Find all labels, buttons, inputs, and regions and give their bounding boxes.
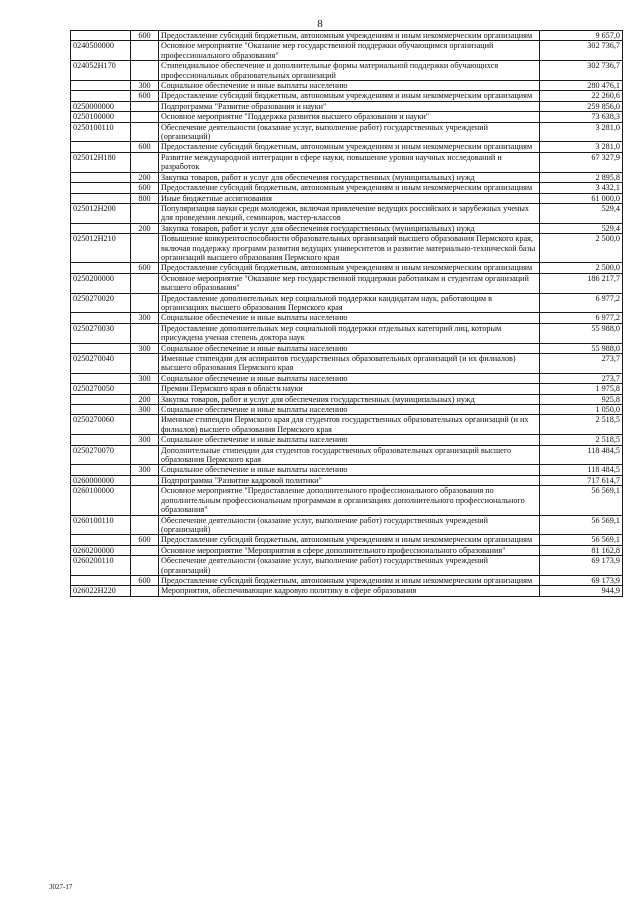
code-cell bbox=[71, 575, 131, 585]
name-cell: Обеспечение деятельности (оказание услуг, выполнение работ) государственных учреждений (организаций) bbox=[159, 122, 540, 142]
expense-type-cell bbox=[131, 586, 159, 596]
code-cell bbox=[71, 193, 131, 203]
code-cell: 0260200000 bbox=[71, 545, 131, 555]
code-cell bbox=[71, 172, 131, 182]
amount-cell: 2 518,5 bbox=[540, 435, 623, 445]
table-row bbox=[71, 112, 623, 122]
code-cell bbox=[71, 313, 131, 323]
name-cell: Предоставление субсидий бюджетным, автономным учреждениям и иным некоммерческим организациям bbox=[159, 535, 540, 545]
name-cell: Основное мероприятие "Мероприятия в сфере дополнительного профессионального образования" bbox=[159, 545, 540, 555]
expense-type-cell: 200 bbox=[131, 223, 159, 233]
amount-cell: 273,7 bbox=[540, 373, 623, 383]
amount-cell: 925,8 bbox=[540, 394, 623, 404]
name-cell: Социальное обеспечение и иные выплаты населению bbox=[159, 373, 540, 383]
table-row bbox=[71, 556, 623, 576]
amount-cell: 61 000,0 bbox=[540, 193, 623, 203]
amount-cell: 529,4 bbox=[540, 223, 623, 233]
name-cell: Основное мероприятие "Предоставление дополнительного профессионального образования по дополнительным профессиональным программам в организациях дополнительного профессионального образования" bbox=[159, 486, 540, 515]
expense-type-cell: 600 bbox=[131, 183, 159, 193]
code-cell: 025012Н210 bbox=[71, 234, 131, 263]
code-cell: 0260100000 bbox=[71, 486, 131, 515]
table-row bbox=[71, 41, 623, 61]
expense-type-cell: 600 bbox=[131, 31, 159, 41]
name-cell: Обеспечение деятельности (оказание услуг, выполнение работ) государственных учреждений (организаций) bbox=[159, 556, 540, 576]
expense-type-cell: 300 bbox=[131, 465, 159, 475]
amount-cell: 6 977,2 bbox=[540, 313, 623, 323]
table-row bbox=[71, 293, 623, 313]
expense-type-cell bbox=[131, 556, 159, 576]
name-cell: Предоставление субсидий бюджетным, автономным учреждениям и иным некоммерческим организациям bbox=[159, 575, 540, 585]
name-cell: Подпрограмма "Развитие образования и науки" bbox=[159, 101, 540, 111]
name-cell: Предоставление субсидий бюджетным, автономным учреждениям и иным некоммерческим организациям bbox=[159, 91, 540, 101]
amount-cell: 1 975,8 bbox=[540, 384, 623, 394]
amount-cell: 118 484,5 bbox=[540, 445, 623, 465]
name-cell: Предоставление субсидий бюджетным, автономным учреждениям и иным некоммерческим организациям bbox=[159, 31, 540, 41]
code-cell bbox=[71, 223, 131, 233]
table-row bbox=[71, 323, 623, 343]
budget-table-body bbox=[71, 31, 623, 597]
table-row bbox=[71, 586, 623, 596]
code-cell: 0250000000 bbox=[71, 101, 131, 111]
code-cell bbox=[71, 465, 131, 475]
budget-table bbox=[70, 30, 623, 597]
expense-type-cell bbox=[131, 354, 159, 374]
amount-cell: 529,4 bbox=[540, 203, 623, 223]
expense-type-cell: 200 bbox=[131, 172, 159, 182]
name-cell: Подпрограмма "Развитие кадровой политики" bbox=[159, 475, 540, 485]
table-row bbox=[71, 343, 623, 353]
name-cell: Предоставление субсидий бюджетным, автономным учреждениям и иным некоммерческим организациям bbox=[159, 263, 540, 273]
table-row bbox=[71, 223, 623, 233]
name-cell: Обеспечение деятельности (оказание услуг, выполнение работ) государственных учреждений (организаций) bbox=[159, 515, 540, 535]
amount-cell: 6 977,2 bbox=[540, 293, 623, 313]
expense-type-cell bbox=[131, 545, 159, 555]
code-cell: 0250200000 bbox=[71, 273, 131, 293]
table-row bbox=[71, 172, 623, 182]
amount-cell: 81 162,8 bbox=[540, 545, 623, 555]
name-cell: Предоставление дополнительных мер социальной поддержки кандидатам наук, работающим в организациях высшего образования Пермского края bbox=[159, 293, 540, 313]
table-row bbox=[71, 183, 623, 193]
code-cell bbox=[71, 535, 131, 545]
table-row bbox=[71, 354, 623, 374]
amount-cell: 273,7 bbox=[540, 354, 623, 374]
amount-cell: 302 736,7 bbox=[540, 41, 623, 61]
name-cell: Основное мероприятие "Оказание мер государственной поддержки обучающимся организаций профессионального образования" bbox=[159, 41, 540, 61]
amount-cell: 302 736,7 bbox=[540, 61, 623, 81]
name-cell: Социальное обеспечение и иные выплаты населению bbox=[159, 81, 540, 91]
expense-type-cell: 600 bbox=[131, 142, 159, 152]
amount-cell: 2 500,0 bbox=[540, 234, 623, 263]
amount-cell: 118 484,5 bbox=[540, 465, 623, 475]
name-cell: Стипендиальное обеспечение и дополнительные формы материальной поддержки обучающихся профессиональных образовательных организаций bbox=[159, 61, 540, 81]
expense-type-cell: 200 bbox=[131, 394, 159, 404]
expense-type-cell: 300 bbox=[131, 81, 159, 91]
expense-type-cell: 600 bbox=[131, 263, 159, 273]
table-row bbox=[71, 31, 623, 41]
table-row bbox=[71, 486, 623, 515]
expense-type-cell bbox=[131, 152, 159, 172]
amount-cell: 56 569,1 bbox=[540, 535, 623, 545]
name-cell: Именные стипендии для аспирантов государственных образовательных организаций (и их филиалов) высшего образования Пермского края bbox=[159, 354, 540, 374]
name-cell: Именные стипендии Пермского края для студентов государственных образовательных организаций (и их филиалов) высшего образования Пермского края bbox=[159, 415, 540, 435]
expense-type-cell bbox=[131, 323, 159, 343]
code-cell bbox=[71, 263, 131, 273]
code-cell bbox=[71, 91, 131, 101]
table-row bbox=[71, 101, 623, 111]
amount-cell: 73 638,3 bbox=[540, 112, 623, 122]
table-row bbox=[71, 435, 623, 445]
table-row bbox=[71, 193, 623, 203]
table-row bbox=[71, 273, 623, 293]
expense-type-cell bbox=[131, 384, 159, 394]
amount-cell: 944,9 bbox=[540, 586, 623, 596]
expense-type-cell: 800 bbox=[131, 193, 159, 203]
amount-cell: 55 988,0 bbox=[540, 343, 623, 353]
table-row bbox=[71, 373, 623, 383]
name-cell: Закупка товаров, работ и услуг для обеспечения государственных (муниципальных) нужд bbox=[159, 223, 540, 233]
expense-type-cell bbox=[131, 203, 159, 223]
code-cell: 026022Н220 bbox=[71, 586, 131, 596]
name-cell: Премии Пермского края в области науки bbox=[159, 384, 540, 394]
amount-cell: 2 500,0 bbox=[540, 263, 623, 273]
code-cell: 0250100000 bbox=[71, 112, 131, 122]
amount-cell: 56 569,1 bbox=[540, 515, 623, 535]
amount-cell: 186 217,7 bbox=[540, 273, 623, 293]
code-cell: 0260000000 bbox=[71, 475, 131, 485]
amount-cell: 2 895,8 bbox=[540, 172, 623, 182]
page-number: 8 bbox=[317, 18, 323, 30]
table-row bbox=[71, 122, 623, 142]
table-row bbox=[71, 475, 623, 485]
code-cell: 024052Н170 bbox=[71, 61, 131, 81]
amount-cell: 3 281,0 bbox=[540, 122, 623, 142]
budget-table-container bbox=[70, 30, 622, 597]
amount-cell: 280 476,1 bbox=[540, 81, 623, 91]
name-cell: Мероприятия, обеспечивающие кадровую политику в сфере образования bbox=[159, 586, 540, 596]
code-cell: 0250270070 bbox=[71, 445, 131, 465]
code-cell bbox=[71, 405, 131, 415]
expense-type-cell: 300 bbox=[131, 405, 159, 415]
name-cell: Предоставление субсидий бюджетным, автономным учреждениям и иным некоммерческим организациям bbox=[159, 142, 540, 152]
code-cell bbox=[71, 373, 131, 383]
code-cell: 0250270060 bbox=[71, 415, 131, 435]
table-row bbox=[71, 415, 623, 435]
amount-cell: 1 050,0 bbox=[540, 405, 623, 415]
amount-cell: 67 327,9 bbox=[540, 152, 623, 172]
expense-type-cell bbox=[131, 61, 159, 81]
code-cell: 0250270040 bbox=[71, 354, 131, 374]
code-cell: 025012Н180 bbox=[71, 152, 131, 172]
table-row bbox=[71, 91, 623, 101]
code-cell: 0250270050 bbox=[71, 384, 131, 394]
expense-type-cell bbox=[131, 293, 159, 313]
table-row bbox=[71, 263, 623, 273]
amount-cell: 717 614,7 bbox=[540, 475, 623, 485]
expense-type-cell bbox=[131, 515, 159, 535]
amount-cell: 3 281,0 bbox=[540, 142, 623, 152]
table-row bbox=[71, 515, 623, 535]
amount-cell: 69 173,9 bbox=[540, 556, 623, 576]
expense-type-cell bbox=[131, 273, 159, 293]
name-cell: Основное мероприятие "Поддержка развития высшего образования и науки" bbox=[159, 112, 540, 122]
code-cell: 025012Н200 bbox=[71, 203, 131, 223]
expense-type-cell bbox=[131, 101, 159, 111]
expense-type-cell: 600 bbox=[131, 535, 159, 545]
name-cell: Предоставление дополнительных мер социальной поддержки отдельных категорий лиц, которым присуждена ученая степень доктора наук bbox=[159, 323, 540, 343]
code-cell bbox=[71, 31, 131, 41]
expense-type-cell bbox=[131, 234, 159, 263]
amount-cell: 2 518,5 bbox=[540, 415, 623, 435]
expense-type-cell: 300 bbox=[131, 313, 159, 323]
table-row bbox=[71, 81, 623, 91]
name-cell: Закупка товаров, работ и услуг для обеспечения государственных (муниципальных) нужд bbox=[159, 172, 540, 182]
expense-type-cell bbox=[131, 475, 159, 485]
table-row bbox=[71, 465, 623, 475]
table-row bbox=[71, 535, 623, 545]
name-cell: Закупка товаров, работ и услуг для обеспечения государственных (муниципальных) нужд bbox=[159, 394, 540, 404]
expense-type-cell: 600 bbox=[131, 575, 159, 585]
code-cell bbox=[71, 435, 131, 445]
table-row bbox=[71, 405, 623, 415]
code-cell: 0260100110 bbox=[71, 515, 131, 535]
code-cell bbox=[71, 183, 131, 193]
name-cell: Повышение конкурентоспособности образовательных организаций высшего образования Пермского края, включая поддержку программ развития ведущих университетов и развитие материально-технической базы организаций высшего образования Пермского края bbox=[159, 234, 540, 263]
table-row bbox=[71, 152, 623, 172]
name-cell: Социальное обеспечение и иные выплаты населению bbox=[159, 313, 540, 323]
name-cell: Социальное обеспечение и иные выплаты населению bbox=[159, 435, 540, 445]
expense-type-cell bbox=[131, 122, 159, 142]
code-cell: 0250270030 bbox=[71, 323, 131, 343]
footer-document-code: 3027-17 bbox=[49, 883, 73, 891]
table-row bbox=[71, 575, 623, 585]
expense-type-cell: 600 bbox=[131, 91, 159, 101]
table-row bbox=[71, 384, 623, 394]
table-row bbox=[71, 394, 623, 404]
code-cell: 0240500000 bbox=[71, 41, 131, 61]
amount-cell: 9 657,0 bbox=[540, 31, 623, 41]
table-row bbox=[71, 313, 623, 323]
name-cell: Социальное обеспечение и иные выплаты населению bbox=[159, 405, 540, 415]
expense-type-cell bbox=[131, 486, 159, 515]
amount-cell: 22 260,6 bbox=[540, 91, 623, 101]
name-cell: Дополнительные стипендии для студентов государственных образовательных организаций высшего образования Пермского края bbox=[159, 445, 540, 465]
amount-cell: 69 173,9 bbox=[540, 575, 623, 585]
code-cell: 0260200110 bbox=[71, 556, 131, 576]
code-cell bbox=[71, 142, 131, 152]
expense-type-cell: 300 bbox=[131, 435, 159, 445]
amount-cell: 3 432,1 bbox=[540, 183, 623, 193]
table-row bbox=[71, 203, 623, 223]
amount-cell: 259 856,0 bbox=[540, 101, 623, 111]
table-row bbox=[71, 234, 623, 263]
amount-cell: 55 988,0 bbox=[540, 323, 623, 343]
expense-type-cell bbox=[131, 112, 159, 122]
code-cell: 0250270020 bbox=[71, 293, 131, 313]
name-cell: Социальное обеспечение и иные выплаты населению bbox=[159, 343, 540, 353]
table-row bbox=[71, 445, 623, 465]
name-cell: Популяризация науки среди молодежи, включая привлечение ведущих российских и зарубежных ученых для проведения лекций, семинаров, мастер-классов bbox=[159, 203, 540, 223]
name-cell: Основное мероприятие "Оказание мер государственной поддержки работникам и студентам организаций высшего образования" bbox=[159, 273, 540, 293]
table-row bbox=[71, 142, 623, 152]
expense-type-cell: 300 bbox=[131, 343, 159, 353]
code-cell bbox=[71, 81, 131, 91]
table-row bbox=[71, 61, 623, 81]
expense-type-cell bbox=[131, 41, 159, 61]
code-cell: 0250100110 bbox=[71, 122, 131, 142]
name-cell: Развитие международной интеграции в сфере науки, повышение уровня научных исследований и разработок bbox=[159, 152, 540, 172]
expense-type-cell: 300 bbox=[131, 373, 159, 383]
code-cell bbox=[71, 394, 131, 404]
amount-cell: 56 569,1 bbox=[540, 486, 623, 515]
expense-type-cell bbox=[131, 445, 159, 465]
name-cell: Иные бюджетные ассигнования bbox=[159, 193, 540, 203]
name-cell: Предоставление субсидий бюджетным, автономным учреждениям и иным некоммерческим организациям bbox=[159, 183, 540, 193]
name-cell: Социальное обеспечение и иные выплаты населению bbox=[159, 465, 540, 475]
code-cell bbox=[71, 343, 131, 353]
expense-type-cell bbox=[131, 415, 159, 435]
table-row bbox=[71, 545, 623, 555]
